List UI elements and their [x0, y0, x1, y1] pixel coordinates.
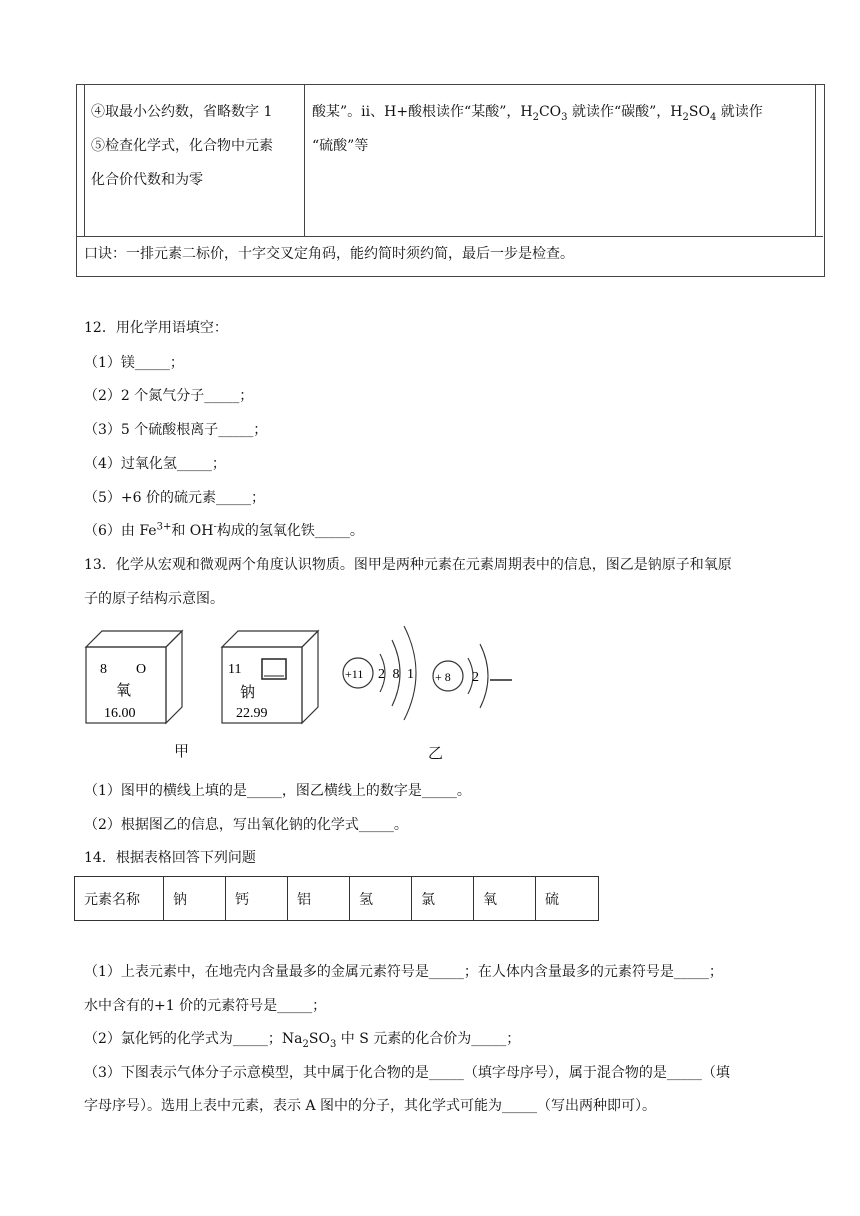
- sodium-shells: 2 8 1: [378, 667, 416, 682]
- q14-sub-1-line-1: （1）上表元素中，在地壳内含量最多的金属元素符号是_____；在人体内含量最多的元素符号是_____；: [84, 964, 723, 980]
- cube1-number: 8: [100, 662, 107, 677]
- q14-sub-3-line-2: 字母序号）。选用上表中元素，表示 A 图中的分子，其化学式可能为_____（写出两种即可）。: [84, 1098, 657, 1114]
- element-table: [74, 876, 599, 921]
- q14-sub-3-line-1: （3）下图表示气体分子示意模型，其中属于化合物的是_____（填字母序号），属于混合物的是_____（填: [84, 1065, 730, 1081]
- q12-item-4: （4）过氧化氢_____；: [84, 456, 226, 472]
- figure-label-yi: 乙: [428, 744, 444, 762]
- table-cell: 钙: [226, 877, 288, 921]
- cube1-name: 氧: [116, 681, 132, 699]
- subscript: 3: [329, 1038, 337, 1050]
- text: 酸某”。ii、H+酸根读作“某酸”，H: [312, 104, 533, 120]
- cube2-name: 钠: [240, 683, 256, 701]
- box-left-line-3: 化合价代数和为零: [91, 172, 203, 188]
- box-right-line-2: “硫酸”等: [312, 138, 369, 154]
- sodium-atom-diagram: [340, 618, 440, 728]
- q13-sub-2: （2）根据图乙的信息，写出氧化钠的化学式_____。: [84, 817, 408, 833]
- subscript: 4: [709, 111, 717, 123]
- text: SO: [688, 104, 710, 120]
- cube1-mass: 16.00: [104, 706, 136, 721]
- rule-table-hline: [76, 236, 823, 237]
- subscript: 2: [302, 1038, 309, 1050]
- box-left-line-1: ④取最小公约数，省略数字 1: [91, 104, 273, 120]
- table-cell: 氯: [412, 877, 474, 921]
- q12-item-2: （2）2 个氮气分子_____；: [84, 388, 254, 404]
- q14-title: 14．根据表格回答下列问题: [84, 850, 256, 866]
- text: 和 OH: [171, 523, 214, 539]
- oxygen-shell-1: 2: [472, 670, 479, 685]
- q14-sub-2: [84, 1029, 520, 1049]
- oxygen-nucleus-charge: + 8: [435, 670, 451, 684]
- oxygen-atom-diagram: [430, 636, 520, 716]
- figure-label-jia: 甲: [174, 742, 190, 760]
- q13-sub-1: （1）图甲的横线上填的是_____，图乙横线上的数字是_____。: [84, 783, 471, 799]
- rule-table-divider: [304, 84, 305, 236]
- text: （6）由 Fe: [84, 523, 157, 539]
- table-cell: 硫: [536, 877, 599, 921]
- superscript: -: [213, 521, 217, 533]
- q14-sub-1-line-2: 水中含有的+1 价的元素符号是_____；: [84, 998, 327, 1014]
- text: 就读作: [716, 104, 763, 120]
- q12-item-5: （5）+6 价的硫元素_____；: [84, 490, 265, 506]
- table-cell: 氢: [350, 877, 412, 921]
- q13-line-1: 13．化学从宏观和微观两个角度认识物质。图甲是两种元素在元素周期表中的信息，图乙是钠原子和氧原: [84, 557, 732, 573]
- subscript: 3: [561, 111, 568, 123]
- q13-line-2: 子的原子结构示意图。: [84, 591, 224, 607]
- cube2-number: 11: [228, 662, 242, 677]
- text: 就读作“碳酸”，H: [567, 104, 683, 120]
- sodium-nucleus-charge: +11: [345, 667, 364, 681]
- box-right-line-1: [312, 102, 763, 122]
- superscript: 3+: [156, 521, 172, 533]
- koujue-line: 口诀：一排元素二标价，十字交叉定角码，能约简时须约简，最后一步是检查。: [84, 246, 574, 262]
- cube1-symbol: O: [136, 662, 147, 677]
- q12-item-1: （1）镁_____；: [84, 355, 184, 371]
- q12-title: 12．用化学用语填空：: [84, 320, 228, 336]
- text: 构成的氢氧化铁_____。: [216, 523, 364, 539]
- subscript: 2: [682, 111, 689, 123]
- q12-item-6: [84, 521, 364, 541]
- table-row: [75, 877, 599, 921]
- table-cell: 元素名称: [75, 877, 164, 921]
- table-cell: 钠: [164, 877, 226, 921]
- table-cell: 铝: [288, 877, 350, 921]
- box-left-line-2: ⑤检查化学式，化合物中元素: [91, 138, 273, 154]
- table-cell: 氧: [474, 877, 536, 921]
- text: SO: [308, 1031, 330, 1047]
- text: CO: [538, 104, 562, 120]
- sodium-cube-figure: [220, 629, 322, 725]
- text: （2）氯化钙的化学式为_____；Na: [84, 1031, 303, 1047]
- oxygen-cube-figure: [84, 629, 186, 725]
- cube2-mass: 22.99: [236, 706, 268, 721]
- q12-item-3: （3）5 个硫酸根离子_____；: [84, 422, 268, 438]
- subscript: 2: [532, 111, 539, 123]
- text: 中 S 元素的化合价为_____；: [336, 1031, 521, 1047]
